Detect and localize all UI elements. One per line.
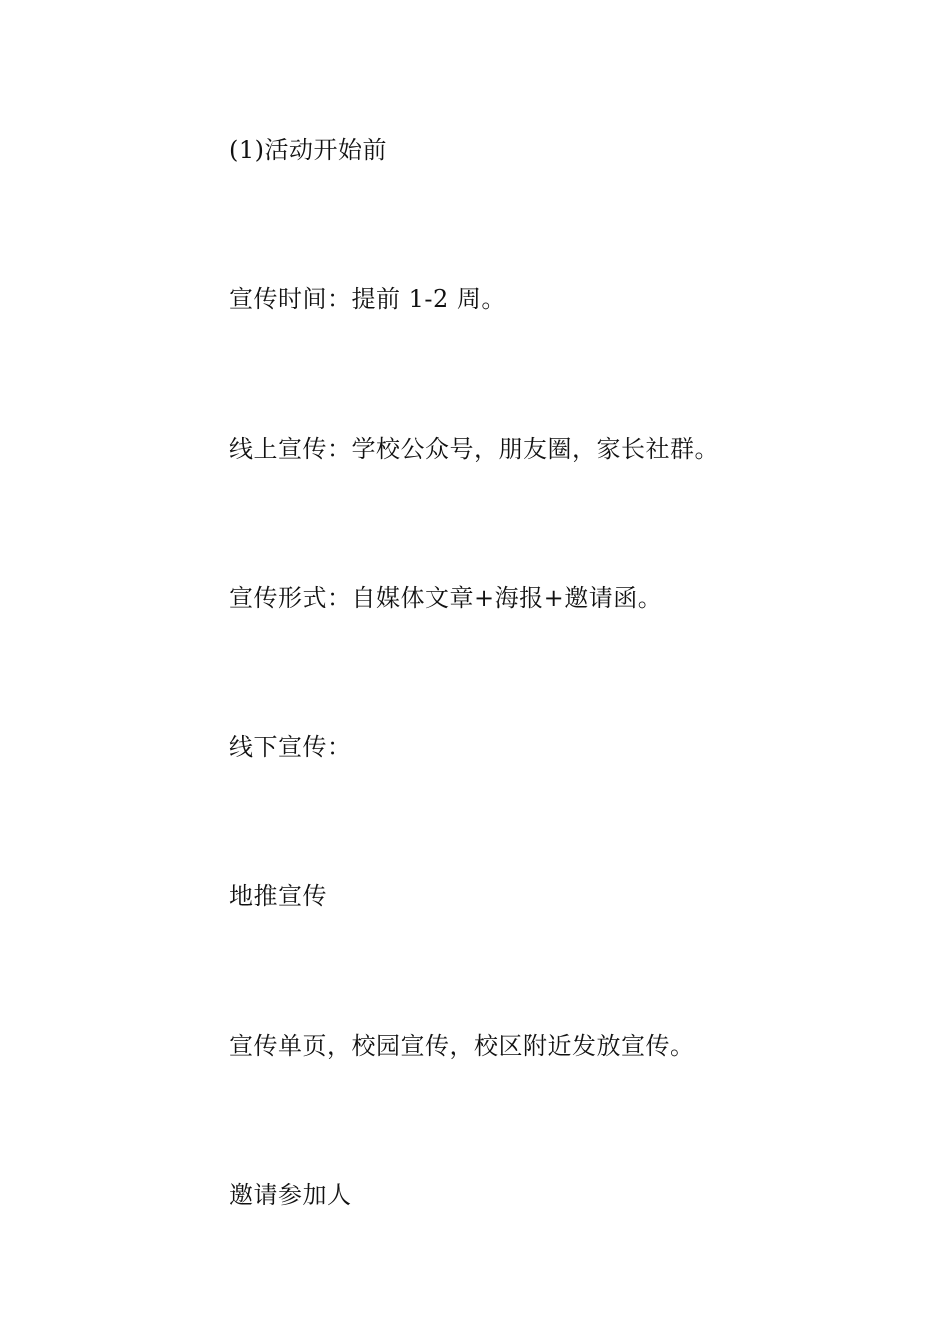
ground-promotion-line: 地推宣传 [229,882,327,910]
invite-participants-line: 邀请参加人 [229,1181,352,1209]
flyer-distribution-line: 宣传单页，校园宣传，校区附近发放宣传。 [229,1032,695,1060]
online-publicity-line: 线上宣传：学校公众号，朋友圈，家长社群。 [229,435,719,463]
offline-publicity-line: 线下宣传： [229,733,352,761]
section-heading-before-activity: (1)活动开始前 [229,136,387,164]
publicity-time-line: 宣传时间：提前 1-2 周。 [229,285,506,313]
publicity-format-line: 宣传形式：自媒体文章+海报+邀请函。 [229,584,663,612]
